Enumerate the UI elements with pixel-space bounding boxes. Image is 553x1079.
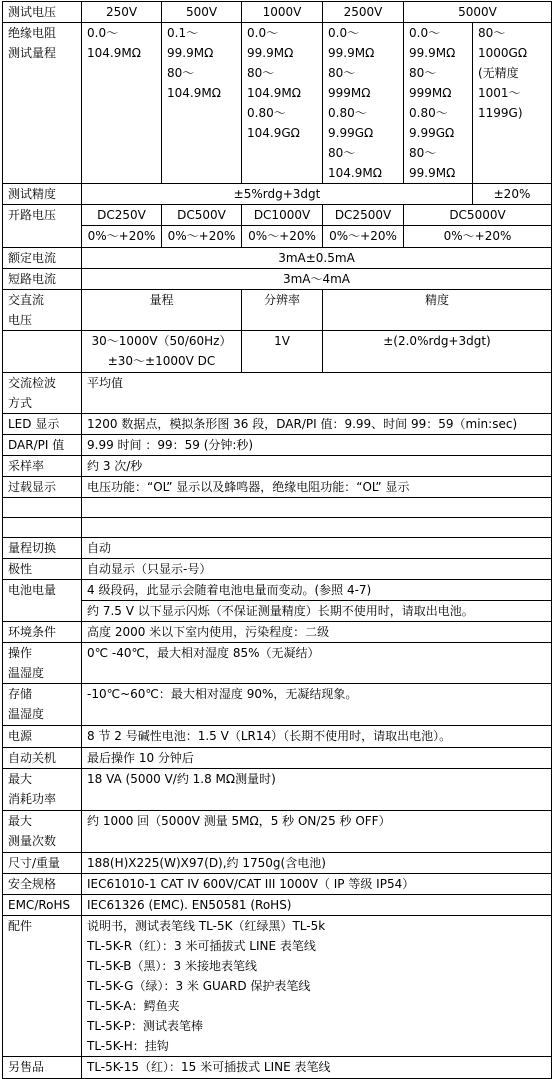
- spec-row: [3, 684, 552, 726]
- spec-value: 约 3 次/秒: [82, 456, 552, 477]
- accessory-item: TL-5K-B（黑）：3 米接地表笔线: [87, 959, 257, 973]
- acdc-range-value: 30～1000V（50/60Hz） ±30～±1000V DC: [82, 331, 242, 373]
- spec-row: [3, 811, 552, 853]
- spec-label: 存储 温湿度: [3, 684, 82, 726]
- rated-current-row: [3, 248, 552, 269]
- tolerance-500: 0%～+20%: [162, 226, 242, 248]
- spec-value: 平均值: [82, 373, 552, 414]
- battery-row: [3, 580, 552, 601]
- accessory-item: TL-5K-H：挂钩: [87, 1039, 169, 1053]
- spec-value: IEC61010-1 CAT IV 600V/CAT III 1000V（ IP 等级 IP54）: [82, 874, 552, 895]
- spec-row: [3, 622, 552, 643]
- spec-value: 0℃ -40℃，最大相对湿度 85%（无凝结）: [82, 643, 552, 684]
- accuracy-extra: ±20%: [473, 184, 552, 205]
- open-voltage-tol-row: [3, 226, 552, 248]
- spec-row: [3, 538, 552, 559]
- insulation-5000v-high: 80～ 1000GΩ (无精度 1001～ 1199G): [473, 23, 552, 184]
- spec-row: [3, 1057, 552, 1079]
- spec-label: 过载显示: [3, 477, 82, 498]
- insulation-label: 绝缘电阻 测试量程: [3, 23, 82, 184]
- tolerance-250: 0%～+20%: [82, 226, 162, 248]
- spec-value: 最后操作 10 分钟后: [82, 748, 552, 769]
- spec-value: 自动: [82, 538, 552, 559]
- open-voltage-5000: DC5000V: [404, 205, 552, 226]
- spec-value: 188(H)X225(W)X97(D),约 1750g(含电池): [82, 853, 552, 874]
- open-voltage-500: DC500V: [162, 205, 242, 226]
- acdc-accuracy-value: ±(2.0%rdg+3dgt): [323, 331, 552, 373]
- spec-value: 9.99 时间 ：99：59 (分钟:秒): [82, 435, 552, 456]
- short-current-row: [3, 269, 552, 290]
- spec-label: 最大 消耗功率: [3, 769, 82, 811]
- insulation-1000v: 0.0～ 99.9MΩ 80～ 104.9MΩ 0.80～ 104.9GΩ: [242, 23, 323, 184]
- spec-label: 自动关机: [3, 748, 82, 769]
- spec-value: TL-5K-15（红）：15 米可插拔式 LINE 表笔线: [82, 1057, 552, 1079]
- spec-row: [3, 477, 552, 498]
- battery-value-1: 4 级段码，此显示会随着电池电量而变动。(参照 4-7): [82, 580, 552, 601]
- spec-label: 另售品: [3, 1057, 82, 1079]
- accessory-item: TL-5K-G（绿）：3 米 GUARD 保护表笔线: [87, 979, 311, 993]
- header-row: [3, 2, 552, 23]
- insulation-5000v-low: 0.0～ 99.9MΩ 80～ 999MΩ 0.80～ 9.99GΩ 80～ 99.9MΩ: [404, 23, 473, 184]
- spec-label: EMC/RoHS: [3, 895, 82, 916]
- tolerance-2500: 0%～+20%: [323, 226, 404, 248]
- voltage-250v: 250V: [82, 2, 162, 23]
- insulation-250v: 0.0～ 104.9MΩ: [82, 23, 162, 184]
- voltage-5000v: 5000V: [404, 2, 552, 23]
- tolerance-1000: 0%～+20%: [242, 226, 323, 248]
- accessory-item: TL-5K-P：测试表笔棒: [87, 1019, 203, 1033]
- spec-label: 尺寸/重量: [3, 853, 82, 874]
- spec-value: IEC61326 (EMC). EN50581 (RoHS): [82, 895, 552, 916]
- acdc-range-header: 量程: [82, 290, 242, 331]
- spec-label: 操作 温湿度: [3, 643, 82, 684]
- spec-table: [2, 1, 552, 1079]
- spec-row: [3, 456, 552, 477]
- spec-value: 8 节 2 号碱性电池：1.5 V（LR14）（长期不使用时，请取出电池）。: [82, 726, 552, 748]
- spec-value: -10℃~60℃：最大相对湿度 90%，无凝结现象。: [82, 684, 552, 726]
- spec-label: 交流检波 方式: [3, 373, 82, 414]
- battery-label: 电池电量: [3, 580, 82, 622]
- accessory-item: TL-5K-A：鳄鱼夹: [87, 999, 180, 1013]
- insulation-500v: 0.1～ 99.9MΩ 80～ 104.9MΩ: [162, 23, 242, 184]
- accuracy-row: [3, 184, 552, 205]
- voltage-1000v: 1000V: [242, 2, 323, 23]
- accuracy-main: ±5%rdg+3dgt: [82, 184, 473, 205]
- empty-row: [3, 518, 552, 538]
- spec-label: 采样率: [3, 456, 82, 477]
- battery-value-2: 约 7.5 V 以下显示闪烁（不保证测量精度）长期不使用时，请取出电池。: [82, 601, 552, 622]
- insulation-2500v: 0.0～ 99.9MΩ 80～ 999MΩ 0.80～ 9.99GΩ 80～ 104.9MΩ: [323, 23, 404, 184]
- spec-row: [3, 559, 552, 580]
- acdc-label: 交直流 电压: [3, 290, 82, 331]
- spec-label: LED 显示: [3, 414, 82, 435]
- accessories-row: [3, 916, 552, 1057]
- spec-label: 最大 测量次数: [3, 811, 82, 853]
- spec-label: DAR/PI 值: [3, 435, 82, 456]
- spec-label: 环境条件: [3, 622, 82, 643]
- open-voltage-2500: DC2500V: [323, 205, 404, 226]
- spec-value: 18 VA (5000 V/约 1.8 MΩ测量时): [82, 769, 552, 811]
- spec-value: 自动显示（只显示-号）: [82, 559, 552, 580]
- open-voltage-label: 开路电压: [3, 205, 82, 248]
- short-current-label: 短路电流: [3, 269, 82, 290]
- rated-current-label: 额定电流: [3, 248, 82, 269]
- acdc-values-row: [3, 331, 552, 373]
- spec-row: [3, 373, 552, 414]
- spec-value: 约 1000 回（5000V 测量 5MΩ，5 秒 ON/25 秒 OFF）: [82, 811, 552, 853]
- accessory-item: TL-5K-R（红）：3 米可插拔式 LINE 表笔线: [87, 939, 316, 953]
- empty-row: [3, 498, 552, 518]
- voltage-2500v: 2500V: [323, 2, 404, 23]
- spec-label: 量程切换: [3, 538, 82, 559]
- acdc-header-row: [3, 290, 552, 331]
- spec-label: 安全规格: [3, 874, 82, 895]
- spec-row: [3, 769, 552, 811]
- accuracy-label: 测试精度: [3, 184, 82, 205]
- tolerance-5000: 0%～+20%: [404, 226, 552, 248]
- spec-value: 1200 数据点，模拟条形图 36 段，DAR/PI 值：9.99、时间 99：59（min:sec): [82, 414, 552, 435]
- short-current-value: 3mA～4mA: [82, 269, 552, 290]
- acdc-empty-cell: [3, 331, 82, 373]
- spec-label: 配件: [3, 916, 82, 1057]
- spec-row: [3, 895, 552, 916]
- acdc-resolution-header: 分辨率: [242, 290, 323, 331]
- spec-row: [3, 643, 552, 684]
- open-voltage-250: DC250V: [82, 205, 162, 226]
- spec-row: [3, 414, 552, 435]
- open-voltage-row: [3, 205, 552, 226]
- voltage-500v: 500V: [162, 2, 242, 23]
- acdc-resolution-value: 1V: [242, 331, 323, 373]
- spec-row: [3, 748, 552, 769]
- spec-value: 高度 2000 米以下室内使用，污染程度：二级: [82, 622, 552, 643]
- spec-row: [3, 726, 552, 748]
- open-voltage-1000: DC1000V: [242, 205, 323, 226]
- spec-row: [3, 853, 552, 874]
- accessories-list: [82, 916, 552, 1057]
- spec-label: 极性: [3, 559, 82, 580]
- accessory-item: 说明书，测试表笔线 TL-5K（红绿黑）TL-5k: [87, 919, 326, 933]
- test-voltage-label: 测试电压: [3, 2, 82, 23]
- rated-current-value: 3mA±0.5mA: [82, 248, 552, 269]
- spec-row: [3, 874, 552, 895]
- insulation-row: [3, 23, 552, 184]
- acdc-accuracy-header: 精度: [323, 290, 552, 331]
- battery-row-2: [3, 601, 552, 622]
- spec-value: 电压功能：“OL” 显示以及蜂鸣器，绝缘电阻功能：“OL” 显示: [82, 477, 552, 498]
- spec-row: [3, 435, 552, 456]
- spec-label: 电源: [3, 726, 82, 748]
